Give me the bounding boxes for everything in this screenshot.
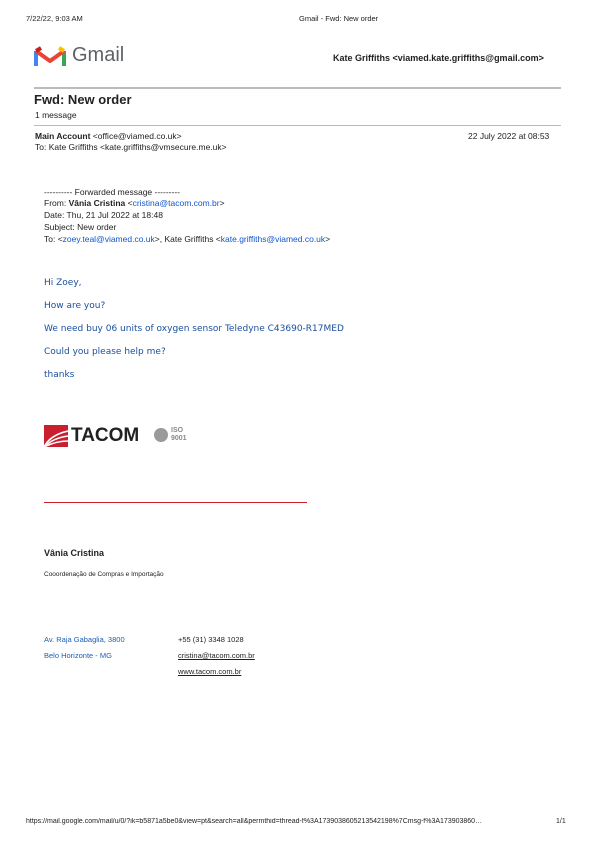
forward-to: To: <zoey.teal@viamed.co.uk>, Kate Griffiths <kate.griffiths@viamed.co.uk> xyxy=(44,234,331,244)
signature-phone: +55 (31) 3348 1028 xyxy=(178,635,244,644)
forward-from: From: Vânia Cristina <cristina@tacom.com.br> xyxy=(44,198,225,208)
sender-email: <office@viamed.co.uk> xyxy=(92,131,182,141)
subject-divider xyxy=(34,125,561,126)
message-from xyxy=(35,131,182,141)
forward-from-name: Vânia Cristina xyxy=(68,198,126,208)
body-line: thanks xyxy=(44,370,75,380)
signature-divider xyxy=(44,502,307,503)
print-title: Gmail - Fwd: New order xyxy=(299,14,379,23)
forward-date: Date: Thu, 21 Jul 2022 at 18:48 xyxy=(44,210,163,220)
forward-from-email-link[interactable]: cristina@tacom.com.br xyxy=(132,198,220,208)
forward-separator: ---------- Forwarded message --------- xyxy=(44,187,180,197)
account-name: Kate Griffiths <viamed.kate.griffiths@gmail.com> xyxy=(333,53,544,63)
gmail-logo-icon xyxy=(34,44,66,68)
footer-page-number: 1/1 xyxy=(556,818,566,825)
signature-role: Cooordenação de Compras e Importação xyxy=(44,571,164,578)
forward-to-email-link-2[interactable]: kate.griffiths@viamed.co.uk xyxy=(220,234,326,244)
tacom-logo-text: TACOM xyxy=(71,425,140,446)
forward-to-email-link-1[interactable]: zoey.teal@viamed.co.uk xyxy=(62,234,155,244)
signature-email-link[interactable]: cristina@tacom.com.br xyxy=(178,651,255,660)
address-line-2: Belo Horizonte - MG xyxy=(44,651,112,660)
body-line: Hi Zoey, xyxy=(44,278,82,288)
header-divider xyxy=(34,87,561,89)
print-datetime: 7/22/22, 9:03 AM xyxy=(26,14,83,23)
forward-subject: Subject: New order xyxy=(44,222,117,232)
message-date: 22 July 2022 at 08:53 xyxy=(468,131,550,141)
iso-badge-icon xyxy=(154,428,168,442)
sender-name: Main Account xyxy=(35,131,91,141)
iso-label: ISO 9001 xyxy=(171,427,187,442)
footer-url: https://mail.google.com/mail/u/0/?ik=b5871a5be0&view=pt&search=all&permthid=thread-f%3A1739038605213542198%7Cmsg-f%3A173903860… xyxy=(26,818,483,825)
address-line-1: Av. Raja Gabaglia, 3800 xyxy=(44,635,125,644)
message-count: 1 message xyxy=(35,110,77,120)
signature-website-link[interactable]: www.tacom.com.br xyxy=(178,667,242,676)
body-line: How are you? xyxy=(44,301,106,311)
body-line: We need buy 06 units of oxygen sensor Teledyne C43690-R17MED xyxy=(44,324,344,334)
body-line: Could you please help me? xyxy=(44,347,166,357)
message-to: To: Kate Griffiths <kate.griffiths@vmsecure.me.uk> xyxy=(35,142,227,152)
signature-name: Vânia Cristina xyxy=(44,548,105,558)
thread-subject: Fwd: New order xyxy=(34,92,132,107)
gmail-logo-text: Gmail xyxy=(72,44,125,66)
tacom-logo-icon xyxy=(44,425,68,447)
